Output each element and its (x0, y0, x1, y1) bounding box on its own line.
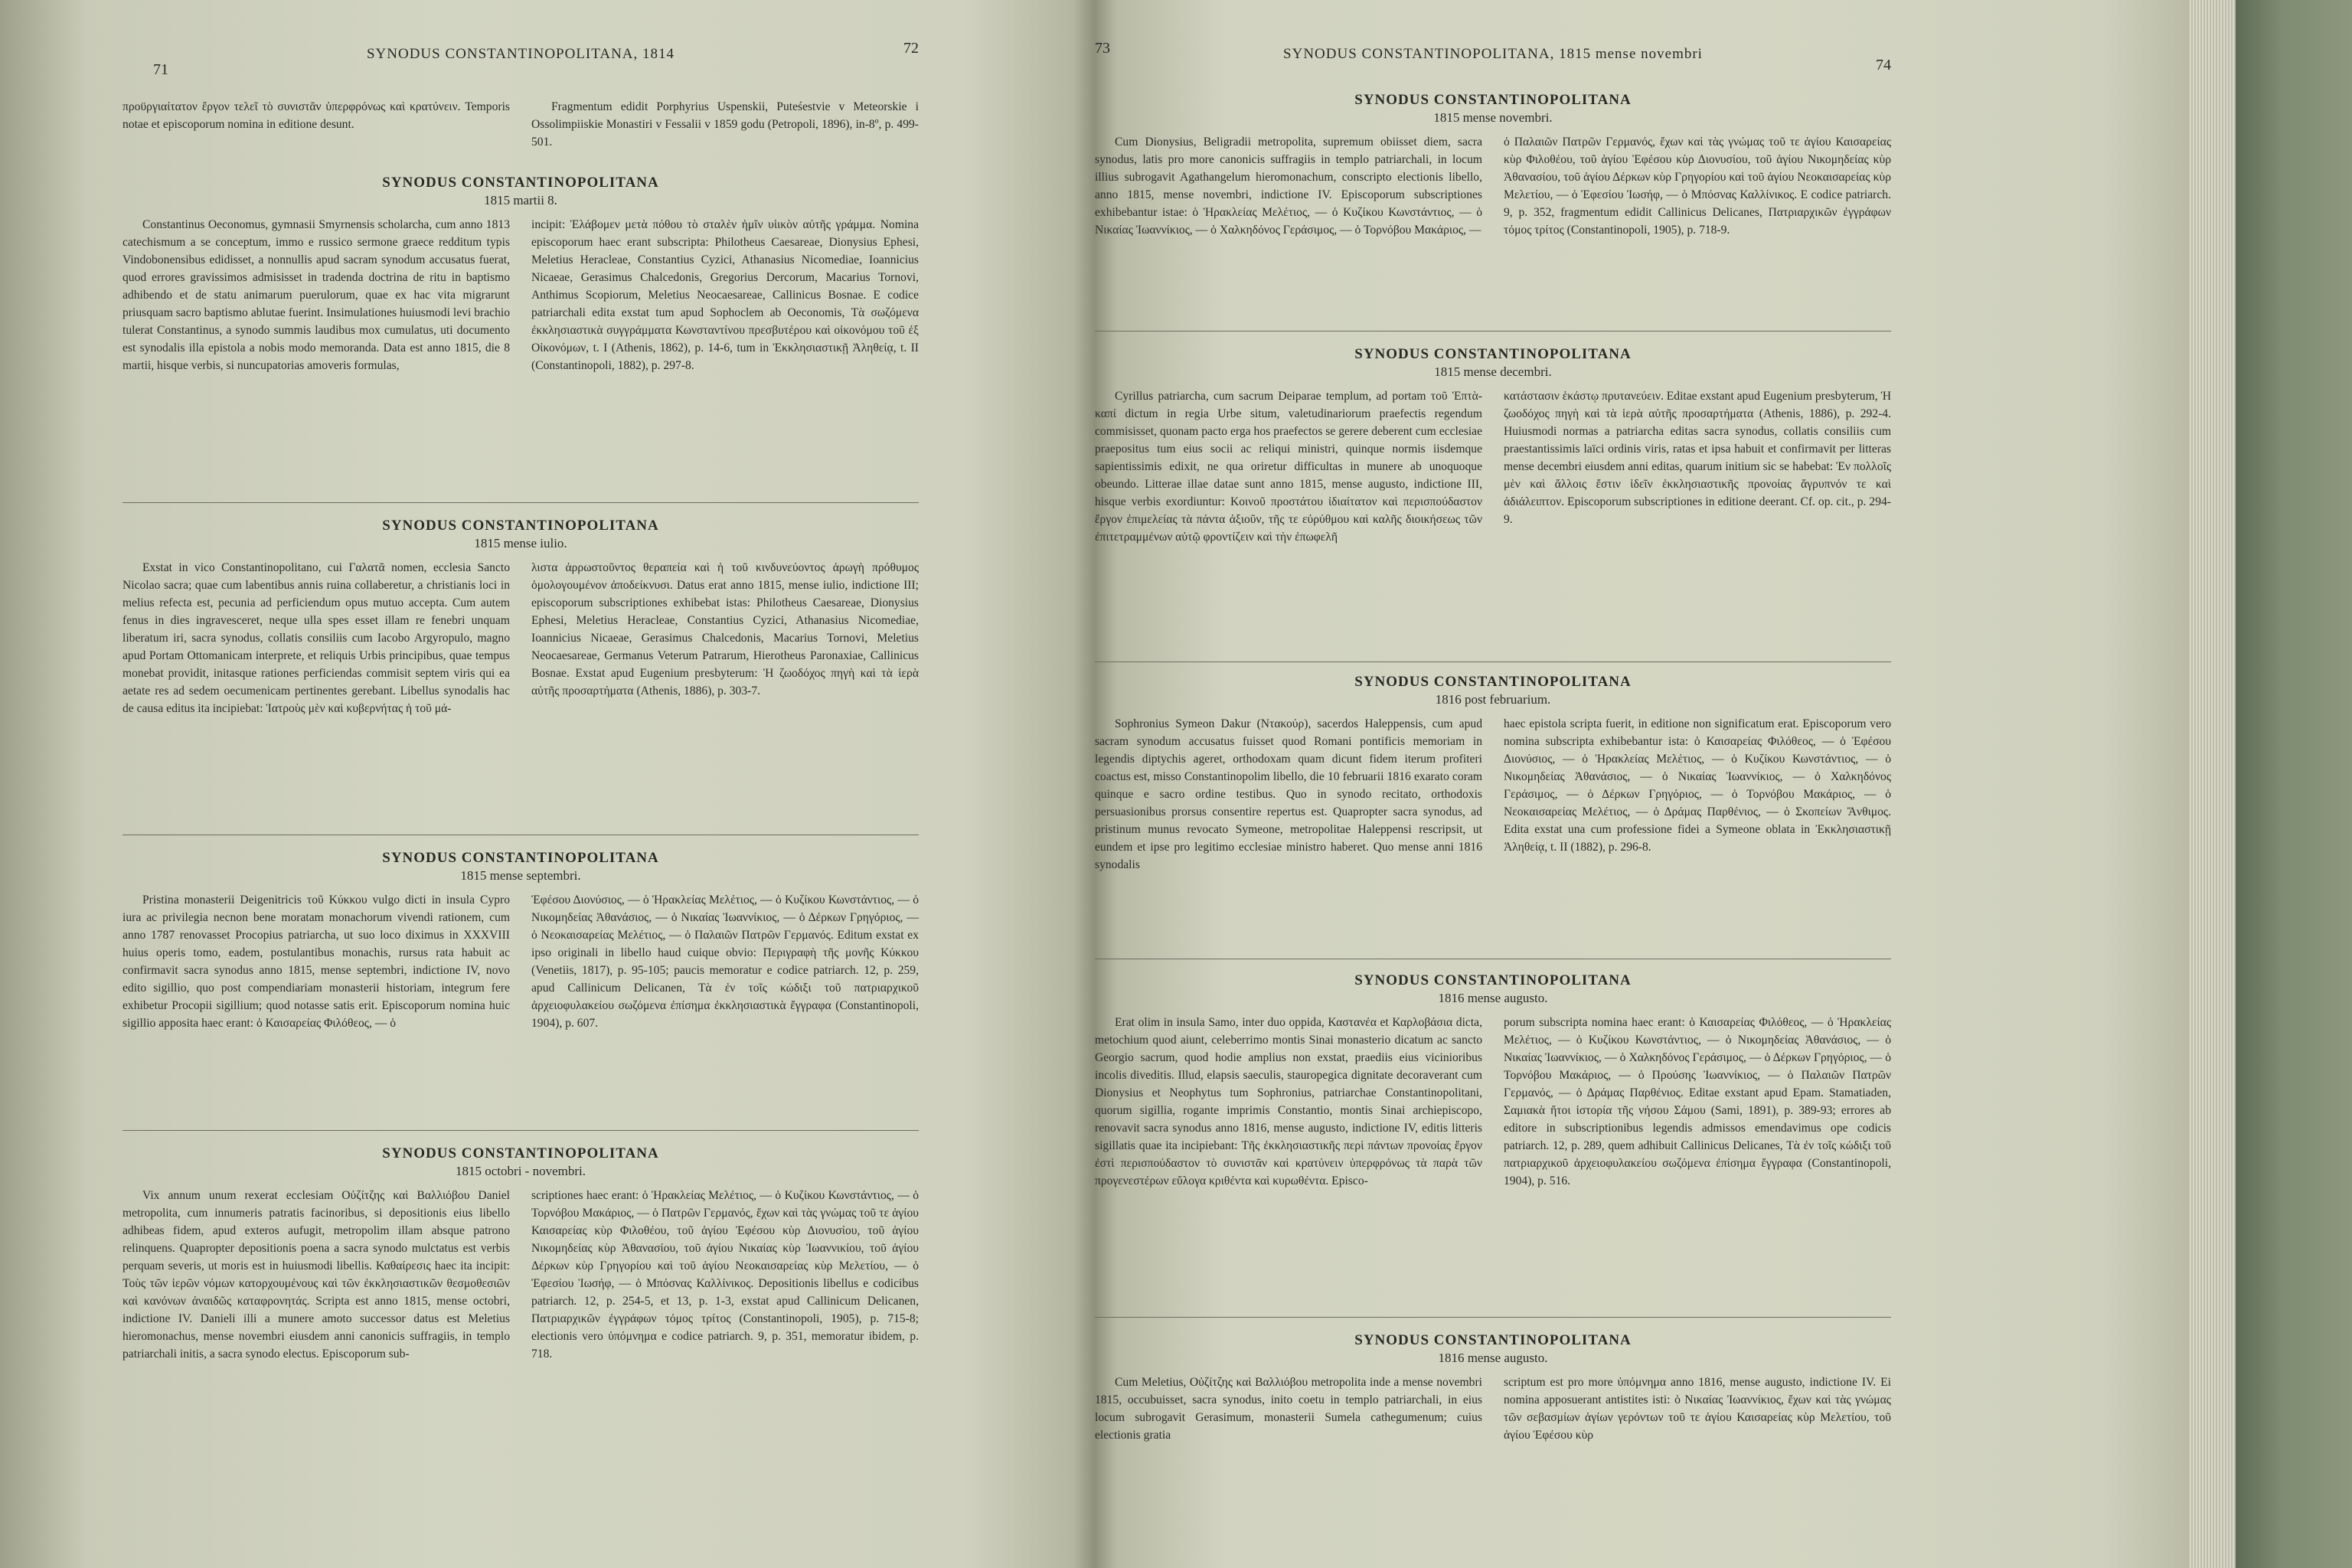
section-date: 1815 mense novembri. (1433, 110, 1553, 125)
synod-entry (1095, 92, 1891, 239)
section-rule (1095, 1317, 1891, 1318)
section-date: 1815 mense iulio. (474, 536, 567, 550)
page-number: 73 (1095, 40, 1110, 57)
text-column: Vix annum unum rexerat ecclesiam Οὐζίτζης καὶ Βαλλιόβου Daniel metropolita, cum innumeris patratis facinoribus, si depositionis eius libello adhibeas fidem, apud exteros aufugit, metropolim illam absque patrono relinquens. Quapropter depositionis poena a sacra synodo mulctatus est verbis perquam severis, ut moris est in huiusmodi libellis. Καθαίρεσις haec ita incipit: Τοὺς τῶν ἱερῶν νόμων κατορχουμένους καὶ τῶν ἐκκλησιαστικῶν θεσμοθεσιῶν καὶ κανόνων ἀναιδῶς καταφρονητάς. Scripta est anno 1815, mense octobri, indictione IV. Danieli illi a munere amoto successor datus est Meletius hieromonachus, mense novembri eiusdem anni canonicis suffragiis, in templo patriarchali initis, a sacra synodo electus. Episcoporum sub- (122, 1189, 510, 1361)
intro-fragment (122, 98, 919, 151)
right-page (1095, 0, 1891, 1568)
text-column: Constantinus Oeconomus, gymnasii Smyrnensis scholarcha, cum anno 1813 catechismum a se conceptum, immo e russico sermone graece redditum typis Vindobonensibus edidisset, a nonnullis apud sacram synodum accusatus fuerat, quod errores gravissimos admisisset in tradenda doctrina de ritu in baptismo adhibendo et de statu animarum puerulorum, quae ex hac vita migrarunt priusquam sacro baptismo ablutae fuerint. Insimulationes huiusmodi levi brachio tulerat Constantinus, a synodo summis laudibus mox cumulatus, uti documento est synodalis illa epistola a nobis modo memoranda. Data est anno 1815, die 8 martii, hisque verbis, si nuncupatorias amoveris formulas, (122, 218, 510, 372)
synod-entry (1095, 1332, 1891, 1444)
synod-entry (122, 850, 919, 1032)
text-column: incipit: Ἐλάβομεν μετὰ πόθου τὸ σταλὲν ἡμῖν υἱικὸν αὐτῆς γράμμα. Nomina episcoporum haec erant subscripta: Philotheus Caesareae, Dionysius Ephesi, Meletius Heracleae, Constantius Cyzici, Athanasius Nicomediae, Ioannicius Nicaeae, Gerasimus Chalcedonis, Gregorius Dercorum, Macarius Tornovi, Anthimus Scopiorum, Meletius Neocaesareae, Callinicus Bosnae. E codice patriarchali edita exstat tum apud Sophoclem ab Oeconomis, Τὰ σωζόμενα ἐκκλησιαστικὰ συγγράμματα Κωνσταντίνου πρεσβυτέρου καὶ οἰκονόμου τοῦ ἐξ Οἰκονόμων, t. I (Athenis, 1862), p. 14-6, tum in Ἐκκλησιαστικῇ Ἀληθείᾳ, t. II (Constantinopoli, 1882), p. 297-8. (531, 218, 919, 372)
section-date: 1815 mense decembri. (1434, 364, 1552, 379)
running-title: SYNODUS CONSTANTINOPOLITANA, 1814 (366, 46, 675, 62)
synod-entry (122, 175, 919, 374)
text-column: λιστα ἀρρωστοῦντος θεραπεία καὶ ἡ τοῦ κινδυνεύοντος ἀρωγὴ πρόθυμος ὁμολογουμένον ἀποδείκνυσι. Datus erat anno 1815, mense iulio, indictione III; episcoporum subscriptiones exhibebat istas: Philotheus Caesareae, Dionysius Ephesi, Meletius Heracleae, Constantius Cyzici, Athanasius Nicomediae, Ioannicius Nicaeae, Gerasimus Chalcedonis, Macarius Tornovi, Meletius Neocaesareae, Germanus Veterum Patrarum, Hierotheus Paronaxiae, Callinicus Bosnae. Exstat apud Eugenium presbyterum: Ἡ ζωοδόχος πηγὴ καὶ τὰ ἱερὰ αὐτῆς προσαρτήματα (Athenis, 1886), p. 303-7. (531, 561, 919, 697)
running-head (122, 40, 919, 78)
section-date: 1816 mense augusto. (1438, 991, 1548, 1005)
synod-entry (1095, 346, 1891, 546)
synod-entry (1095, 972, 1891, 1190)
text-column: Fragmentum edidit Porphyrius Uspenskii, Puteśestvie v Meteorskie i Ossolimpiiskie Monastiri v Fessalii v 1859 godu (Petropoli, 1896), in-8º, p. 499-501. (531, 100, 919, 149)
text-column: Erat olim in insula Samo, inter duo oppida, Καστανέα et Καρλοβάσια dicta, metochium quod aiunt, celeberrimo montis Sinai monasterio dicatum ac sancto Georgio sacrum, quod hodie amplius non exstat, praediis eius vicinioribus incolis diveditis. Illud, elapsis saeculis, stauropegica dignitate decoraverant cum Dionysius et Neophytus tum Sophronius, patriarchae Constantinopolitani, quorum sigillia, rogante imprimis Constantio, montis Sinai archiepiscopo, renovavit sacra synodus anno 1816, mense augusto, indictione IV, editis litteris sigillatis quae ita incipiebant: Τῆς ἐκκλησιαστικῆς περὶ πάντων προνοίας ἔργον ἐστὶ περισπούδαστον τὸ συνιστᾶν καὶ κρατύνειν ὑπερφρόνως τὰ παρὰ τῶν προγενεστέρων εὔλογα κριθέντα καὶ κυρωθέντα. Episco- (1095, 1016, 1482, 1187)
text-column: Pristina monasterii Deigenitricis τοῦ Κύκκου vulgo dicti in insula Cypro iura ac privilegia necnon bene moratam monachorum vivendi rationem, cum anno 1787 renovasset Procopius patriarcha, ut suo loco diximus in XXXVIII huius operis tomo, eadem, postulantibus monachis, rursus rata habuit ac confirmavit sacra synodus anno 1815, mense septembri, indictione IV, novo edito sigillio, quo post compendiariam monasterii historiam, integrum fere exhibetur Procopii sigillium; quod notasse satis erit. Episcoporum nomina huic sigillio apposita haec erant: ὁ Καισαρείας Φιλόθεος, — ὁ (122, 893, 510, 1030)
section-date: 1815 mense septembri. (460, 868, 581, 883)
synod-entry (122, 1145, 919, 1363)
section-date: 1815 martii 8. (484, 193, 557, 207)
section-title: SYNODUS CONSTANTINOPOLITANA (382, 175, 659, 191)
section-title: SYNODUS CONSTANTINOPOLITANA (1354, 346, 1632, 362)
text-column: porum subscripta nomina haec erant: ὁ Καισαρείας Φιλόθεος, — ὁ Ἡρακλείας Μελέτιος, — ὁ Κυζίκου Κωνστάντιος, — ὁ Νικομηδείας Ἀθανάσιος, — ὁ Νικαίας Ἰωαννίκιος, — ὁ Χαλκηδόνος Γεράσιμος, — ὁ Δέρκων Γρηγόριος, — ὁ Τορνόβου Μακάριος, — ὁ Προύσης Ἰωαννίκιος, — ὁ Παλαιῶν Πατρῶν Γερμανός, — ὁ Δράμας Παρθένιος. Editae exstant apud Epam. Stamatiaden, Σαμιακὰ ἤτοι ἱστορία τῆς νήσου Σάμου (Sami, 1891), p. 389-93; errores ab editore in subscriptionibus legendis admissos emendavimus ope codicis patriarch. 12, p. 289, quem adhibuit Callinicus Delicanes, Τὰ ἐν τοῖς κώδιξι τοῦ πατριαρχικοῦ ἀρχειοφυλακείου σωζόμενα ἐπίσημα ἔγγραφα (Constantinopoli, 1904), p. 516. (1504, 1016, 1891, 1187)
text-column: ὁ Παλαιῶν Πατρῶν Γερμανός, ἔχων καὶ τὰς γνώμας τοῦ τε ἁγίου Καισαρείας κὺρ Φιλοθέου, τοῦ ἁγίου Ἐφέσου κὺρ Διονυσίου, τοῦ ἁγίου Νικομηδείας κὺρ Ἀθανασίου, τοῦ ἁγίου Δέρκων κὺρ Γρηγορίου καὶ τοῦ ἁγίου Νεοκαισαρείας κὺρ Μελετίου, — ὁ Ἐφεσίου Ἰωσήφ, — ὁ Μπόσνας Καλλίνικος. E codice patriarch. 9, p. 352, fragmentum edidit Callinicus Delicanes, Πατριαρχικῶν ἐγγράφων τόμος τρίτος (Constantinopoli, 1905), p. 718-9. (1504, 136, 1891, 237)
section-title: SYNODUS CONSTANTINOPOLITANA (382, 518, 659, 534)
section-title: SYNODUS CONSTANTINOPOLITANA (382, 850, 659, 866)
running-title: SYNODUS CONSTANTINOPOLITANA, 1815 mense novembri (1283, 46, 1703, 62)
text-column: Sophronius Symeon Dakur (Ντακούρ), sacerdos Haleppensis, cum apud sacram synodum accusatus fuisset quod Romani pontificis memoriam in legendis diptychis ageret, orthodoxam quam dicunt fidem iterum profiteri coactus est, misso Constantinopolim libello, die 10 februarii 1816 exarato coram quinque e sacro ordine testibus. Quo in synodo recitato, orthodoxis persuasionibus prorsus consentire repertus est. Quapropter sacra synodus, ad pristinum munus revocato Symeone, metropolitae Haleppensi rescripsit, ut eundem et ipse pro legitimo ecclesiae ministro haberet. Quo mense anni 1816 synodalis (1095, 717, 1482, 871)
text-column: Cyrillus patriarcha, cum sacrum Deiparae templum, ad portam τοῦ Ἑπτὰ-καπί dictum in regia Urbe situm, valetudinariorum praefectis regendum commisisset, quonam pacto erga hos praefectos se gerere deberent cum ecclesiae praepositus tum eius socii ac reliqui ministri, quinque normis iisdemque sapientissimis edixit, ne qua oriretur difficultas in munere ab unoquoque obeundo. Litterae illae datae sunt anno 1815, mense augusto, indictione III, hisque verbis exordiuntur: Κοινοῦ προστάτου ἰδιαίτατον καὶ περισπούδαστον ἔργον ἐπιμελείας τὰ πάντα ἀξιοῦν, τῆς τε εὐρύθμου καὶ καλῆς διοικήσεως τῶν ἐπιτετραμμένων αὐτῷ φροντίζειν καὶ τὴν ἐπωφελῆ (1095, 390, 1482, 544)
synod-entry (122, 518, 919, 717)
book-cover-board (2236, 0, 2352, 1568)
section-rule (1095, 331, 1891, 332)
section-rule (122, 502, 919, 503)
section-title: SYNODUS CONSTANTINOPOLITANA (1354, 674, 1632, 690)
text-column: κατάστασιν ἑκάστῳ πρυτανεύειν. Editae exstant apud Eugenium presbyterum, Ἡ ζωοδόχος πηγὴ καὶ τὰ ἱερὰ αὐτῆς προσαρτήματα (Athenis, 1886), p. 292-4. Huiusmodi normas a patriarcha editas sacra synodus, collatis consiliis cum praestantissimis laïci ordinis viris, ratas et ipsa habuit et confirmavit per litteras mense decembri eiusdem anni editas, quarum initium sic se habebat: Ἐν πολλοῖς μὲν καὶ ἄλλοις ἔστιν ἰδεῖν ἐκκλησιαστικῆς προνοίας ἄγρυπνόν τε καὶ ἀδιάλειπτον. Episcoporum subscriptiones in editione deerant. Cf. op. cit., p. 294-9. (1504, 390, 1891, 526)
text-column: scriptiones haec erant: ὁ Ἡρακλείας Μελέτιος, — ὁ Κυζίκου Κωνστάντιος, — ὁ Τορνόβου Μακάριος, — ὁ Πατρῶν Γερμανός, ἔχων καὶ τὰς γνώμας τοῦ τε ἁγίου Καισαρείας κὺρ Φιλοθέου, τοῦ ἁγίου Ἐφέσου κὺρ Διονυσίου, τοῦ ἁγίου Νικομηδείας κὺρ Ἀθανασίου, τοῦ ἁγίου Νικαίας κὺρ Ἰωαννικίου, τοῦ ἁγίου Δέρκων κὺρ Γρηγορίου καὶ τοῦ ἁγίου Νεοκαισαρείας κὺρ Μελετίου, — ὁ Ἐφεσίου Ἰωσήφ, — ὁ Μπόσνας Καλλίνικος. Depositionis libellus e codicibus patriarch. 12, p. 254-5, et 13, p. 1-3, exstat apud Callinicum Delicanen, Πατριαρχικῶν ἐγγράφων τόμος τρίτος (Constantinopoli, 1905), p. 715-8; electionis vero ὑπόμνημα e codice patriarch. 9, p. 351, memoratur ibidem, p. 718. (531, 1189, 919, 1361)
section-title: SYNODUS CONSTANTINOPOLITANA (1354, 1332, 1632, 1348)
synod-entry (1095, 674, 1891, 874)
text-column: Cum Meletius, Οὐζίτζης καὶ Βαλλιόβου metropolita inde a mense novembri 1815, occubuisset, sacra synodus, inito coetu in templo patriarchali, in eius locum subrogavit Gerasimum, monasterii Sumela cathegumenum; cuius electionis gratia (1095, 1376, 1482, 1442)
text-column: Cum Dionysius, Beligradii metropolita, supremum obiisset diem, sacra synodus, latis pro more canonicis suffragiis in templo patriarchali, in locum illius subrogavit Agathangelum hieromonachum, conscripto electionis libello, anno 1815, mense novembri, indictione IV. Episcoporum subscriptiones exhibebantur istae: ὁ Ἡρακλείας Μελέτιος, — ὁ Κυζίκου Κωνστάντιος, — ὁ Νικαίας Ἰωαννίκιος, — ὁ Χαλκηδόνος Γεράσιμος, — ὁ Τορνόβου Μακάριος, — (1095, 136, 1482, 237)
section-title: SYNODUS CONSTANTINOPOLITANA (1354, 92, 1632, 108)
text-column: Exstat in vico Constantinopolitano, cui Γαλατᾶ nomen, ecclesia Sancto Nicolao sacra; quae cum labentibus annis ruina collaberetur, a christianis loci in melius refecta est, pecunia ad perficiendum opus mutuo accepta. Cum autem fenus in dies ingravesceret, neque ulla spes esset illam re fenebri unquam liberatum iri, sacra synodus, collatis consiliis cum Iacobo Argyropulo, magno apud Portam Ottomanicam interprete, et reliquis Urbis principibus, quae tempus monebat providit, initasque rationes perficiendas commisit septem viris qui ea aetate res ad sedem oecumenicam pertinentes gerebant. Libellus synodalis hac de causa editus ita incipiebat: Ἰατροὺς μὲν καὶ κυβερνήτας ἡ τοῦ μά- (122, 561, 510, 715)
section-date: 1815 octobri - novembri. (456, 1164, 586, 1178)
page-number: 74 (1876, 57, 1891, 74)
section-date: 1816 post februarium. (1435, 692, 1551, 707)
text-column: Ἐφέσου Διονύσιος, — ὁ Ἡρακλείας Μελέτιος, — ὁ Κυζίκου Κωνστάντιος, — ὁ Νικομηδείας Ἀθανάσιος, — ὁ Νικαίας Ἰωαννίκιος, — ὁ Δέρκων Γρηγόριος, — ὁ Νεοκαισαρείας Μελέτιος, — ὁ Παλαιῶν Πατρῶν Γερμανός. Editum exstat ex ipso originali in libello haud cuique obvio: Περιγραφὴ τῆς μονῆς Κύκκου (Venetiis, 1817), p. 95-105; paucis memoratur e codice patriarch. 12, p. 259, apud Callinicum Delicanen, Τὰ ἐν τοῖς κώδιξι τοῦ πατριαρχικοῦ ἀρχειοφυλακείου σωζόμενα ἐπίσημα ἐκκλησιαστικὰ ἔγγραφα (Constantinopoli, 1904), p. 607. (531, 893, 919, 1030)
page-number: 72 (903, 40, 919, 57)
page-edges (2190, 0, 2236, 1568)
page-number: 71 (153, 61, 168, 78)
text-column: scriptum est pro more ὑπόμνημα anno 1816, mense augusto, indictione IV. Ei nomina apposuerant antistites isti: ὁ Νικαίας Ἰωαννίκιος, ἔχων καὶ τὰς γνώμας τῶν σεβασμίων ἁγίων γερόντων τοῦ τε ἁγίου Καισαρείας κὺρ Μελετίου, τοῦ ἁγίου Ἐφέσου κὺρ (1504, 1376, 1891, 1442)
section-title: SYNODUS CONSTANTINOPOLITANA (382, 1145, 659, 1161)
text-column: haec epistola scripta fuerit, in editione non significatum erat. Episcoporum vero nomina subscripta exhibebantur ista: ὁ Καισαρείας Φιλόθεος, — ὁ Ἐφέσου Διονύσιος, — ὁ Ἡρακλείας Μελέτιος, — ὁ Κυζίκου Κωνστάντιος, — ὁ Νικομηδείας Ἀθανάσιος, — ὁ Νικαίας Ἰωαννίκιος, — ὁ Χαλκηδόνος Γεράσιμος, — ὁ Δέρκων Γρηγόριος, — ὁ Τορνόβου Μακάριος, — ὁ Νεοκαισαρείας Μελέτιος, — ὁ Δράμας Παρθένιος, — ὁ Σκοπείων Ἄνθιμος. Edita exstat una cum professione fidei a Symeone oblata in Ἐκκλησιαστικῇ Ἀληθείᾳ, t. II (1882), p. 296-8. (1504, 717, 1891, 854)
section-rule (122, 1130, 919, 1131)
text-column: προϋργιαίτατον ἔργον τελεῖ τὸ συνιστᾶν ὑπερφρόνως καὶ κρατύνειν. Temporis notae et episcoporum nomina in editione desunt. (122, 100, 510, 131)
left-page (122, 0, 919, 1568)
running-head (1095, 40, 1891, 74)
section-title: SYNODUS CONSTANTINOPOLITANA (1354, 972, 1632, 988)
section-date: 1816 mense augusto. (1438, 1351, 1548, 1365)
